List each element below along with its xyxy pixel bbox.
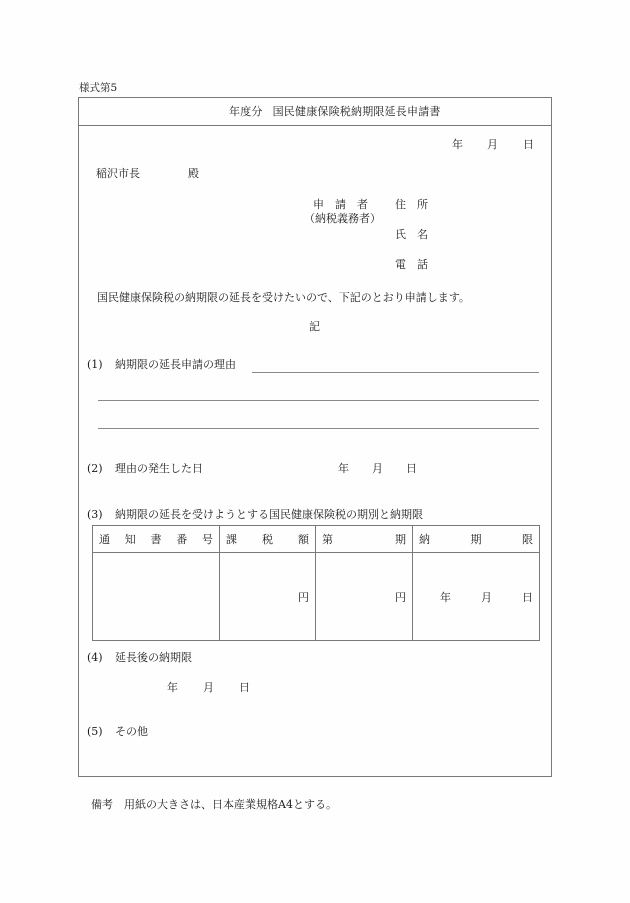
addressee-honorific: 殿 <box>188 167 199 180</box>
form-title <box>229 106 441 117</box>
header-char: 額 <box>298 533 309 546</box>
note: 備考 用紙の大きさは、日本産業規格A4とする。 <box>91 798 337 811</box>
header-tax-amount <box>220 526 316 553</box>
date-month-label: 月 <box>487 138 498 151</box>
date-day-label: 日 <box>523 138 534 151</box>
section-1-number: (1) <box>87 358 103 371</box>
table-row <box>93 553 540 641</box>
header-char: 納 <box>419 533 430 546</box>
cell-tax-amount[interactable] <box>220 553 316 641</box>
header-char: 期 <box>470 533 482 546</box>
section-1-label: 納期限の延長申請の理由 <box>115 358 236 371</box>
header-due-date <box>413 526 540 553</box>
section-2-number: (2) <box>87 462 103 475</box>
section-4-number: (4) <box>87 651 103 664</box>
header-char: 知 <box>124 533 136 546</box>
cell-due-date[interactable] <box>413 553 540 641</box>
header-char: 期 <box>395 533 406 546</box>
section-2-month: 月 <box>372 462 383 475</box>
yen-unit: 円 <box>395 590 406 604</box>
name-label: 氏 名 <box>395 228 428 241</box>
section-4-day: 日 <box>239 681 250 694</box>
section-5-number: (5) <box>87 725 103 738</box>
title-name: 国民健康保険税納期限延長申請書 <box>272 105 441 118</box>
addressee-name: 稲沢市長 <box>96 167 140 180</box>
header-notice-number <box>93 526 220 553</box>
table-header-row <box>93 526 540 553</box>
form-number: 様式第5 <box>79 82 118 94</box>
phone-label: 電 話 <box>395 258 428 271</box>
header-char: 税 <box>262 533 273 546</box>
section-2-label: 理由の発生した日 <box>115 462 203 475</box>
section-3-label: 納期限の延長を受けようとする国民健康保険税の期別と納期限 <box>115 508 423 521</box>
section-3-number: (3) <box>87 508 103 521</box>
header-installment <box>316 526 413 553</box>
applicant-label: 申 請 者 <box>313 198 368 211</box>
section-4-year: 年 <box>167 681 178 694</box>
reason-line-2[interactable] <box>98 400 539 401</box>
date-year-label: 年 <box>452 138 463 151</box>
due-day: 日 <box>522 590 533 604</box>
header-char: 通 <box>99 533 110 546</box>
due-month: 月 <box>481 590 492 604</box>
yen-unit: 円 <box>298 590 309 604</box>
title-year-suffix: 年度分 <box>229 105 263 118</box>
header-char: 第 <box>322 533 333 546</box>
section-4-month: 月 <box>203 681 214 694</box>
section-5-label: その他 <box>115 725 148 738</box>
applicant-sublabel: （納税義務者） <box>304 212 381 225</box>
header-char: 号 <box>202 533 213 546</box>
section-4-label: 延長後の納期限 <box>115 651 192 664</box>
section-2-year: 年 <box>338 462 349 475</box>
header-char: 書 <box>150 533 162 546</box>
title-row <box>79 98 551 126</box>
section-2-day: 日 <box>406 462 417 475</box>
cell-notice-number[interactable] <box>93 553 220 641</box>
reason-line-1[interactable] <box>252 372 539 373</box>
cell-installment[interactable] <box>316 553 413 641</box>
header-char: 限 <box>522 533 533 546</box>
header-char: 番 <box>176 533 188 546</box>
header-char: 課 <box>226 533 237 546</box>
application-statement: 国民健康保険税の納期限の延長を受けたいので、下記のとおり申請します。 <box>97 291 470 304</box>
reason-line-3[interactable] <box>98 428 539 429</box>
ki-label: 記 <box>309 320 320 333</box>
installment-table <box>92 525 540 641</box>
address-label: 住 所 <box>395 198 428 211</box>
due-year: 年 <box>440 590 451 604</box>
